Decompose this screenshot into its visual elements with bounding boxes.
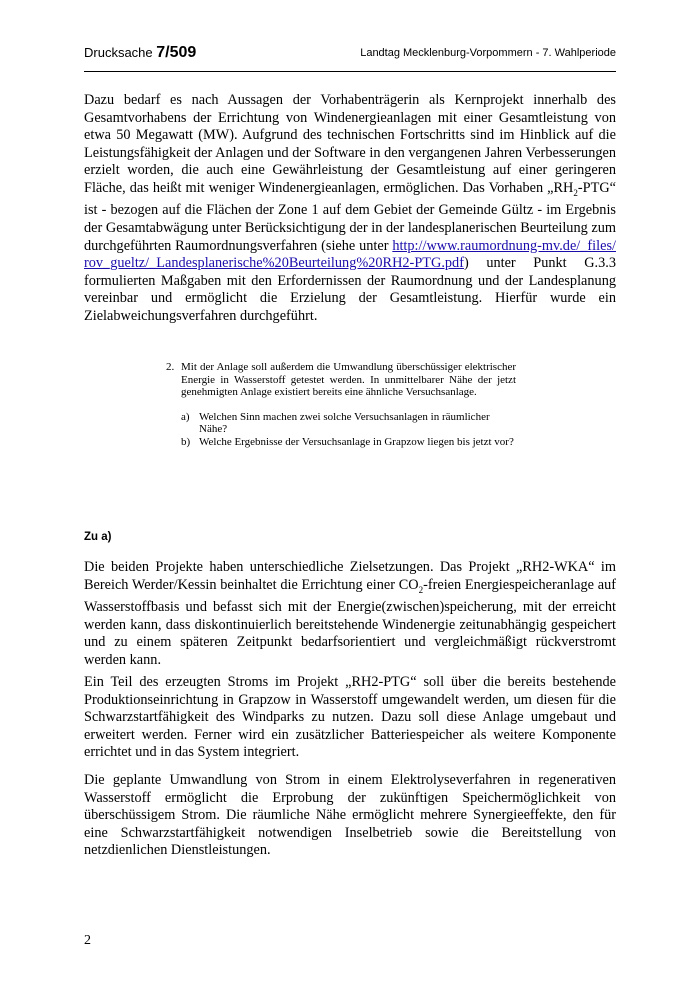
document-label: [84, 44, 196, 62]
intro-text-3: ) unter Punkt G.3.3 formulierten Maßgaben mit den Erfordernissen der Raumordnung und der Landesplanung vereinbar und ermöglicht die Erzielung der Gesamtleistung. Hierfür wurde ein Zielabweichungsverfahren durchgeführt.: [84, 255, 616, 324]
sub-question-text: Welchen Sinn machen zwei solche Versuchsanlagen in räumlicher Nähe?: [199, 410, 490, 435]
question-block: [166, 361, 516, 448]
answer1-subscript: 2: [418, 584, 424, 595]
question-text: Mit der Anlage soll außerdem die Umwandlung überschüssiger elektrischer Energie in Wasserstoff getestet werden. In unmittelbarer Nähe der jetzt genehmigten Anlage existiert bereits eine ähnliche Versuchsanlage.: [181, 361, 516, 398]
document-prefix: Drucksache: [84, 45, 157, 60]
sub-question-label: a): [181, 410, 190, 423]
answer-paragraph-3: Die geplante Umwandlung von Strom in einem Elektrolyseverfahren in regenerativen Wasserstoff ermöglicht die Erprobung der zukünftigen Speichermöglichkeit von überschüssigem Strom. Die räumliche Nähe ermöglicht mehrere Synergieeffekte, den für eine Schwarzstartfähigkeit notwendigen Inselbetrieb sowie die Bereitstellung von netzdienlichen Dienstleistungen.: [84, 772, 616, 859]
answer1-text-2: -freien Energiespeicheranlage auf Wasserstoffbasis und befasst sich mit der Energie(zwischen)speicherung, mit der erreicht werden kann, dass diskontinuierlich bereitstehende Windenergie zeitunabhängig gespeichert und zu einem späteren Zeitpunkt bedarfsorientiert und vergleichmäßigt rückverstromt werden kann.: [84, 576, 616, 668]
intro-text-1: Dazu bedarf es nach Aussagen der Vorhabenträgerin als Kernprojekt innerhalb des Gesamtvorhabens der Errichtung von Windenergieanlagen mit einer Gesamtleistung von etwa 50 Megawatt (MW). Aufgrund des technischen Fortschritts sind im Hinblick auf die Leistungsfähigkeit der Anlagen und der Software in den vergangenen Jahren Verbesserungen erzielt worden, die auch eine Gewährleistung der Gesamtleistung auf einer geringeren Fläche, das heißt mit weniger Windenergieanlagen, ermöglichen. Das Vorhaben „RH: [84, 92, 616, 196]
intro-paragraph: [84, 92, 616, 326]
intro-text-2: -PTG“ ist - bezogen auf die Flächen der Zone 1 auf dem Gebiet der Gemeinde Gültz - im Ergebnis der Gesamtabwägung unter Berücksichtigung der in der landesplanerischen Beurteilung zum durchgeführten Raumordnungsverfahren (siehe unter: [84, 179, 616, 254]
question-2: [166, 361, 516, 399]
page-header: [84, 41, 616, 72]
sub-question-a: [181, 411, 516, 436]
page-number: 2: [84, 933, 91, 948]
question-number: 2.: [166, 361, 175, 373]
sub-question-b: [181, 436, 516, 449]
answer-paragraph-2: Ein Teil des erzeugten Stroms im Projekt „RH2-PTG“ soll über die bereits bestehende Produktionseinrichtung in Grapzow in Wasserstoff umgewandelt werden, um diesen für die Schwarzstartfähigkeit des Windparks zu nutzen. Dazu soll diese Anlage umgebaut und erweitert werden. Ferner wird ein zusätzlicher Batteriespeicher als weitere Komponente errichtet und in das System integriert.: [84, 674, 616, 761]
answer-paragraph-1: [84, 559, 616, 669]
raumordnung-link[interactable]: http://www.raumordnung-mv.de/_files/rov_gueltz/_Landesplanerische%20Beurteilung%20RH2-PTG.pdf: [84, 237, 616, 272]
answer1-text-1: Die beiden Projekte haben unterschiedliche Zielsetzungen. Das Projekt „RH2-WKA“ im Bereich Werder/Kessin beinhaltet die Errichtung einer CO: [84, 559, 616, 593]
intro-subscript: 2: [573, 187, 578, 198]
sub-question-label: b): [181, 435, 191, 448]
answer-heading: Zu a): [84, 531, 112, 543]
document-number: 7/509: [156, 44, 197, 61]
parliament-label: Landtag Mecklenburg-Vorpommern - 7. Wahlperiode: [360, 47, 616, 59]
sub-question-text: Welche Ergebnisse der Versuchsanlage in Grapzow liegen bis jetzt vor?: [199, 435, 514, 448]
